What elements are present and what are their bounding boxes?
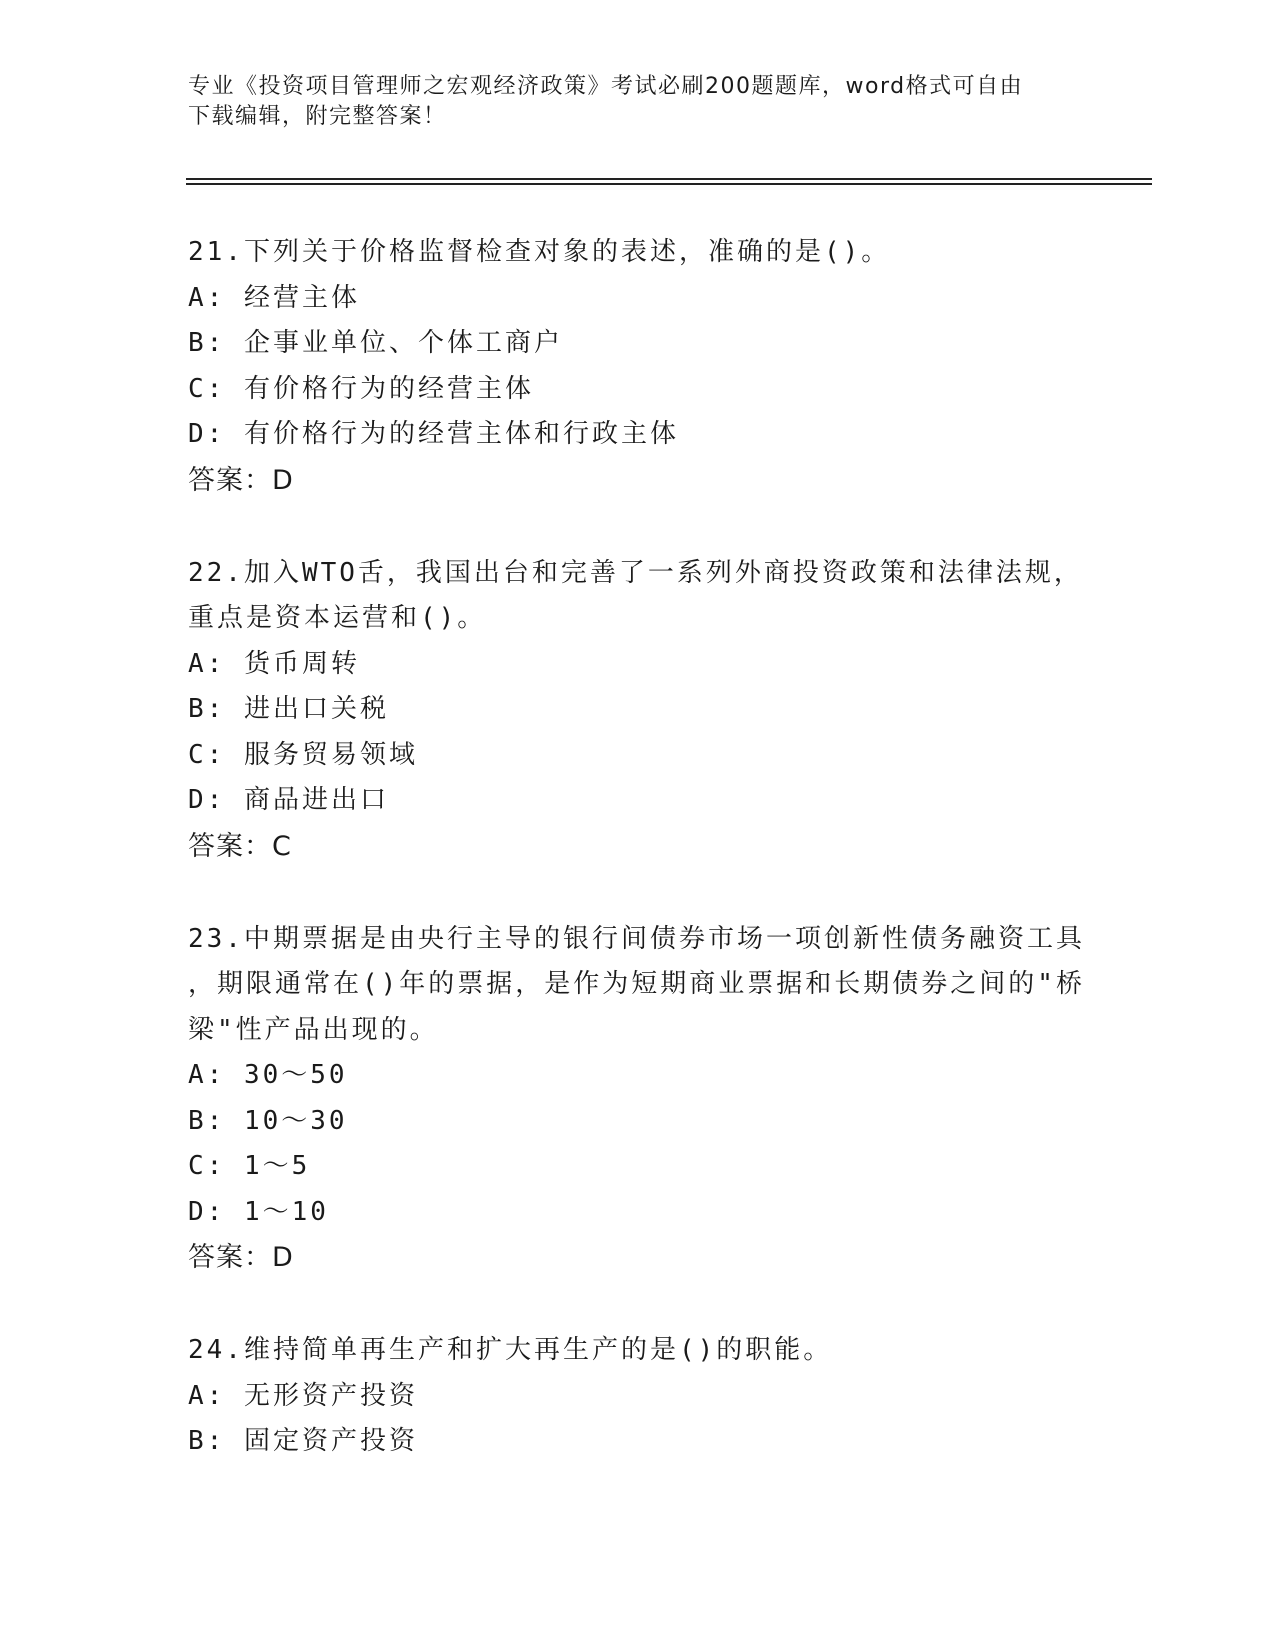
- question-stem: 23.中期票据是由央行主导的银行间债券市场一项创新性债务融资工具: [188, 923, 1085, 954]
- option-c: C: 有价格行为的经营主体: [188, 373, 534, 404]
- answer-line: 答案：D: [188, 464, 294, 496]
- question-stem-continued: ，期限通常在()年的票据，是作为短期商业票据和长期债券之间的"桥: [188, 969, 1085, 999]
- answer-line: 答案：C: [188, 830, 292, 862]
- question-23: [188, 917, 1088, 1282]
- question-list: [188, 230, 1088, 1512]
- option-d: D: 商品进出口: [188, 785, 389, 815]
- question-stem: 24.维持简单再生产和扩大再生产的是()的职能。: [188, 1335, 833, 1365]
- option-b: B: 固定资产投资: [188, 1426, 418, 1456]
- option-b: B: 企事业单位、个体工商户: [188, 328, 563, 358]
- option-a: A: 30～50: [188, 1060, 348, 1090]
- option-a: A: 无形资产投资: [188, 1380, 418, 1411]
- question-22: [188, 551, 1088, 870]
- option-a: A: 货币周转: [188, 648, 360, 679]
- question-stem: 21.下列关于价格监督检查对象的表述，准确的是()。: [188, 237, 891, 267]
- header-divider-top: [186, 178, 1152, 180]
- question-stem: 22.加入WTO舌，我国出台和完善了一系列外商投资政策和法律法规，: [188, 557, 1083, 588]
- question-21: [188, 230, 1088, 504]
- option-c: C: 服务贸易领域: [188, 739, 418, 770]
- header-line-2: 下载编辑，附完整答案！: [188, 104, 447, 129]
- question-stem-continued: 重点是资本运营和()。: [188, 603, 487, 633]
- option-d: D: 1～10: [188, 1196, 329, 1227]
- header-line-1: 专业《投资项目管理师之宏观经济政策》考试必刷200题题库，word格式可自由: [188, 74, 1024, 99]
- option-b: B: 进出口关税: [188, 694, 389, 724]
- option-c: C: 1～5: [188, 1151, 311, 1181]
- option-a: A: 经营主体: [188, 282, 360, 313]
- question-stem-continued: 梁"性产品出现的。: [188, 1014, 439, 1045]
- question-24: [188, 1328, 1088, 1465]
- option-b: B: 10～30: [188, 1105, 348, 1136]
- option-d: D: 有价格行为的经营主体和行政主体: [188, 419, 679, 449]
- answer-line: 答案：D: [188, 1242, 294, 1273]
- header-divider-bottom: [186, 183, 1152, 185]
- document-header: [188, 72, 1088, 132]
